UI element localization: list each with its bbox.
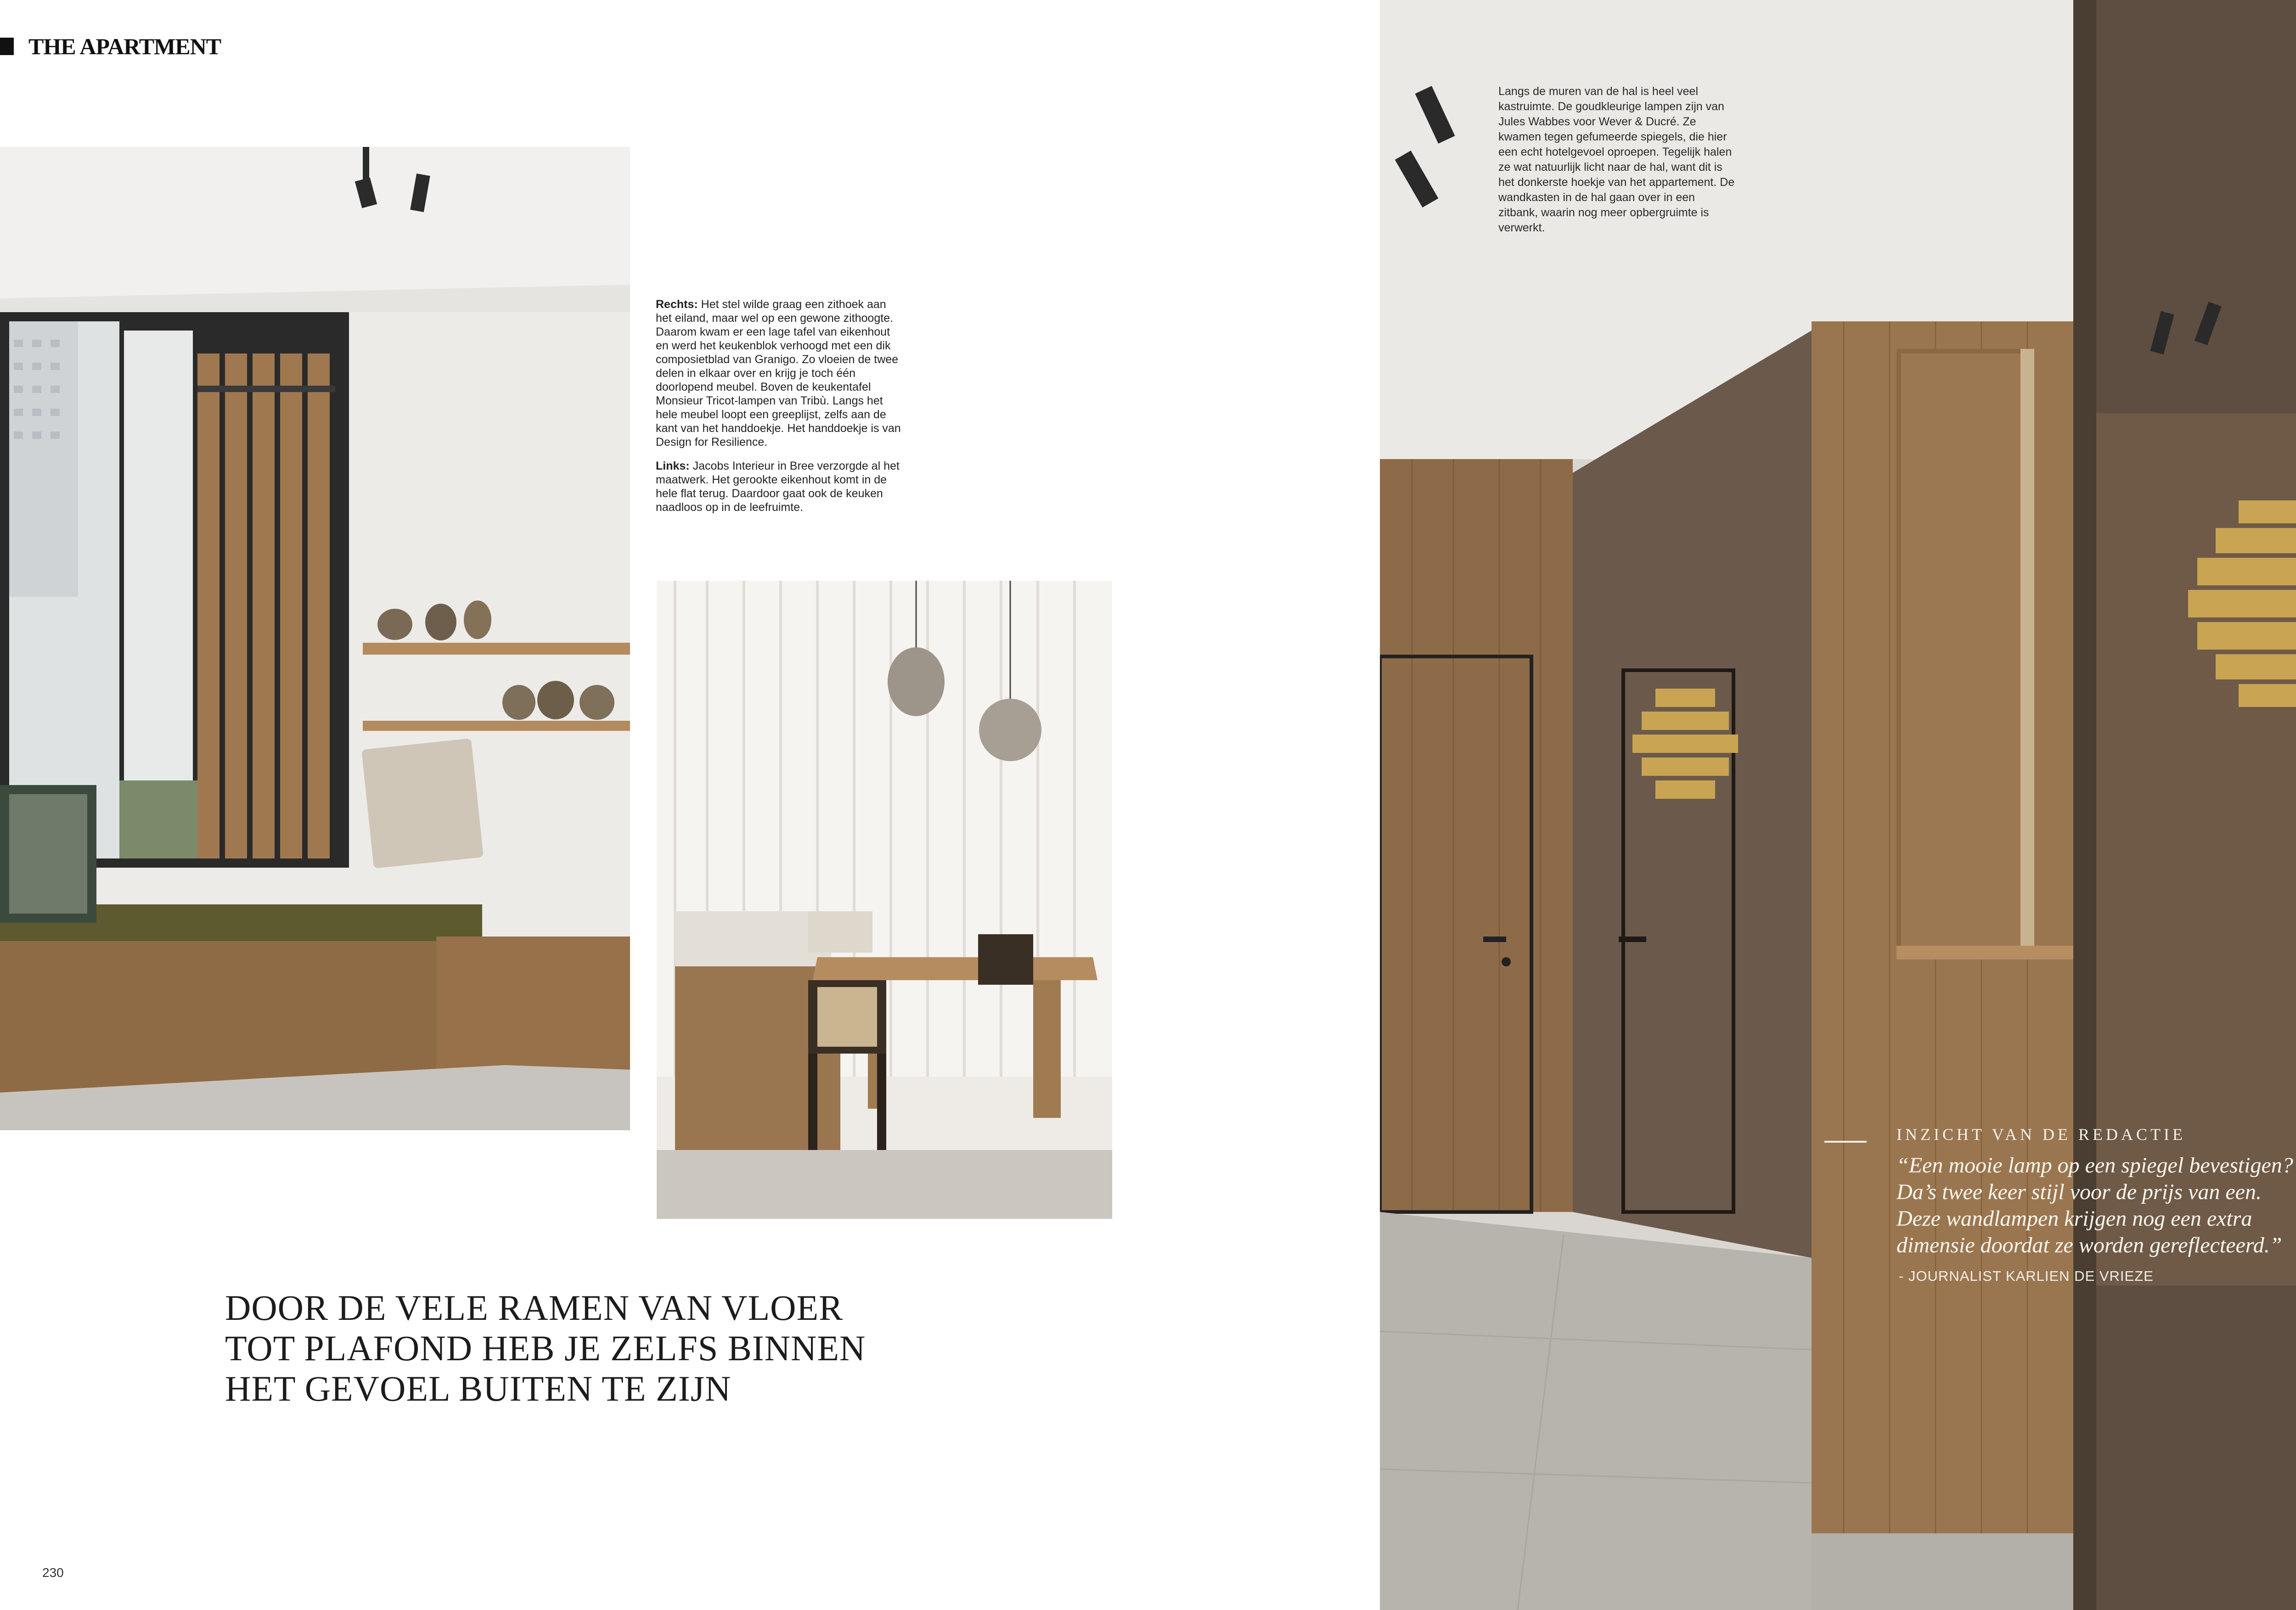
editor-note-quote — [1896, 1152, 2296, 1259]
editor-note-label: INZICHT VAN DE REDACTIE — [1896, 1125, 2186, 1144]
headline-line-3: HET GEVOEL BUITEN TE ZIJN — [225, 1369, 732, 1408]
editor-note-credit: - JOURNALIST KARLIEN DE VRIEZE — [1899, 1268, 2154, 1284]
section-title: THE APARTMENT — [28, 34, 221, 59]
right-page-photo — [1380, 0, 2296, 1610]
caption-rechts-label: Rechts: — [656, 298, 698, 311]
editor-quote-line-2: Da’s twee keer stijl voor de prijs van een. — [1896, 1180, 2262, 1204]
kitchen-photo — [657, 581, 1112, 1219]
headline-line-1: DOOR DE VELE RAMEN VAN VLOER — [225, 1288, 844, 1328]
caption-rechts-text: Het stel wilde graag een zithoek aan het eiland, maar wel op een gewone zithoogte. Daarom kwam er een lage tafel van eikenhout en werd het keukenblok verhoogd met een dik composietblad van Granigo. Zo vloeien de twee delen in elkaar over en krijg je toch één doorlopend meubel. Boven de keukentafel Monsieur Tricot-lampen van Tribù. Langs het hele meubel loopt een greeplijst, zelfs aan de kant van het handdoekje. Het handdoekje is van Design for Resilience. — [656, 298, 901, 449]
page-number-left: 230 — [42, 1565, 64, 1580]
section-marker — [0, 38, 14, 55]
headline-line-2: TOT PLAFOND HEB JE ZELFS BINNEN — [225, 1328, 866, 1368]
headline — [225, 1288, 914, 1409]
right-caption: Langs de muren van de hal is heel veel kastruimte. De goudkleurige lampen zijn van Jules Wabbes voor Wever & Ducré. Ze kwamen tegen gefumeerde spiegels, die hier een echt hotelgevoel oproepen. Tegelijk halen ze wat natuurlijk licht naar de hal, want dit is het donkerste hoekje van het appartement. De wandkasten in de hal gaan over in een zitbank, waarin nog meer opbergruimte is verwerkt. — [1498, 85, 1735, 234]
editor-quote-line-3: Deze wandlampen krijgen nog een extra — [1896, 1206, 2252, 1231]
editor-quote-line-1: “Een mooie lamp op een spiegel bevestigen? — [1896, 1153, 2293, 1178]
editor-quote-line-4: dimensie doordat ze worden gereflecteerd.” — [1896, 1233, 2282, 1257]
living-corner-illustration — [0, 147, 630, 1130]
hallway-illustration — [1380, 0, 2296, 1610]
caption-links — [656, 459, 904, 514]
living-corner-photo — [0, 147, 630, 1130]
caption-links-label: Links: — [656, 460, 690, 472]
caption-block — [656, 297, 904, 524]
kitchen-illustration — [657, 581, 1112, 1219]
caption-rechts — [656, 297, 904, 449]
editor-note-rule — [1824, 1141, 1867, 1143]
caption-links-text: Jacobs Interieur in Bree verzorgde al het maatwerk. Het gerookte eikenhout komt in de hele flat terug. Daardoor gaat ook de keuken naadloos op in de leefruimte. — [656, 460, 900, 514]
